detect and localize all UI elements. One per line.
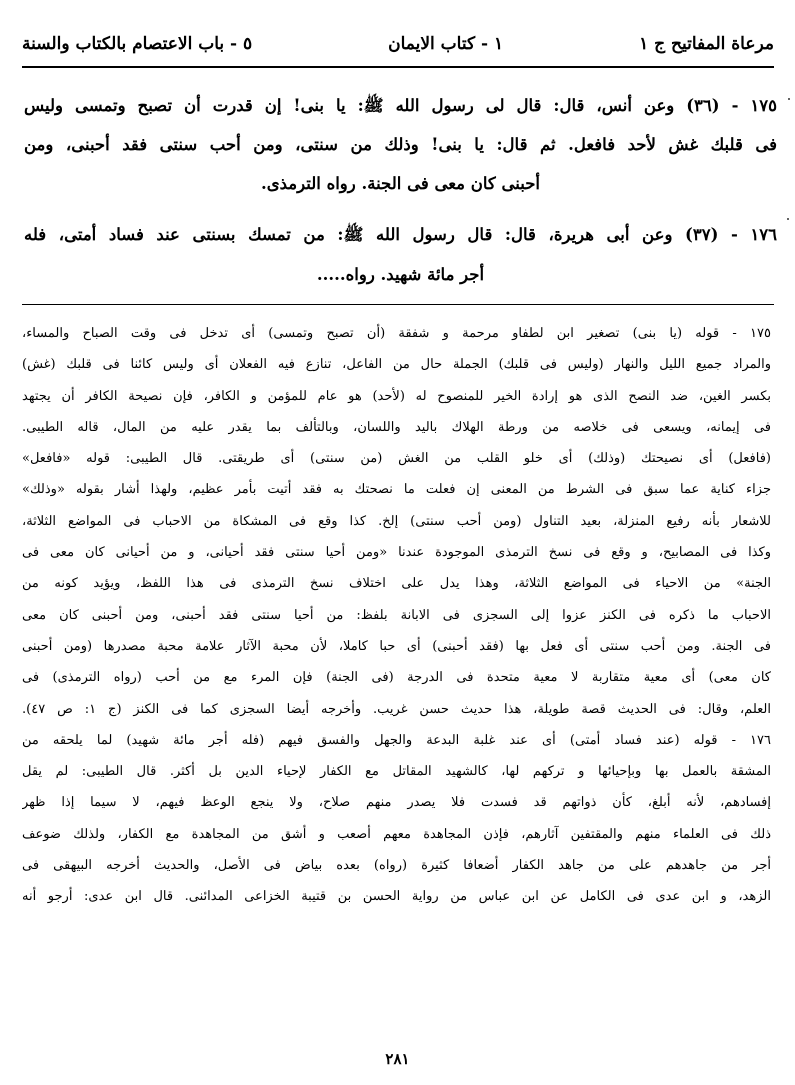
commentary-line: ١٧٦ - قوله (عند فساد أمتى) أى عند غلبة البدعة والجهل والفسق فيهم (فله أجر مائة شهيد) لما يلحقه من: [22, 732, 771, 748]
hadith-line: أحبنى كان معى فى الجنة. رواه الترمذى.: [260, 174, 540, 193]
commentary-line: الجنة» من الاحياء فى المواضع الثلاثة، وهذا يدل على اختلاف نسخ الترمذى فى هذا اللفظ، ويؤيد كونه من: [22, 576, 771, 592]
text-commentary-divider: [22, 304, 774, 305]
header-section-title: ٥ - باب الاعتصام بالكتاب والسنة: [22, 34, 253, 54]
commentary-line: والمراد جميع الليل والنهار (وليس فى قلبك) الجملة حال من الفاعل، تنازع فيه الفعلان أى وليس كائنا فى قلبك (غش): [22, 357, 771, 373]
commentary-line: (فافعل) أى نصيحتك (وذلك) أى خلو القلب من الغش (من سنتى) أى طريقتى. قال الطيبى: قوله «فافعل»: [22, 451, 771, 467]
running-header: [22, 24, 774, 64]
hadith-175-text: [24, 86, 777, 203]
commentary-line: إفسادهم، لأنه أبلغ، كأن ذواتهم قد فسدت فلا يصدر منهم صلاح، ولا ينجع الوعظ فيهم، لا سيما إذا ظهر: [22, 795, 771, 811]
hadith-line: أجر مائة شهيد. رواه.....: [316, 265, 485, 284]
commentary-line: أجر من جاهدهم على من جاهد الكفار أضعافا كثيرة (رواه) بعده بياض فى الأصل، والحديث أخرجه البيهقى فى: [22, 858, 771, 874]
commentary-line: الزهد، و ابن عدى فى الكامل عن ابن عباس من رواية الحسن بن قتيبة الخزاعى المدائنى. قال ابن عدى: أرجو أنه: [22, 889, 771, 905]
commentary-line: ١٧٥ - قوله (يا بنى) تصغير ابن لطفاو مرحمة و شفقة (أن تصبح وتمسى) أى تدخل فى وقت الصباح والمساء،: [22, 326, 771, 341]
hadith-line: فى قلبك غش لأحد فافعل. ثم قال: يا بنى! وذلك من سنتى، ومن أحب سنتى فقد أحبنى، ومن: [24, 135, 777, 154]
header-chapter-title: ١ - كتاب الايمان: [388, 34, 504, 54]
commentary-body: [22, 318, 771, 913]
scan-speck: [788, 98, 790, 100]
commentary-line: للاشعار بأنه رفيع المنزلة، بعيد التناول (ومن أحب سنتى) إلخ. كذا وقع فى المشكاة من الاحباب فى المواضع الثلاثة،: [22, 513, 771, 529]
commentary-line: كان معى) أى معية متقاربة لا معية متحدة فى الدرجة (فى الجنة) فإن المرء مع من أحب (رواه الترمذى) فى: [22, 670, 771, 686]
commentary-line: المشقة بالعمل بها وبإحيائها و تركهم لها، كالشهيد المقاتل مع الكفار لإحياء الدين بل أكثر. قال الطيبى: لم يقل: [22, 764, 771, 780]
commentary-line: العلم، وقال: فى الحديث قصة طويلة، هذا حديث حسن غريب. وأخرجه أيضا السجزى كما فى الكنز (ج ١: ص ٤٧).: [22, 701, 771, 717]
commentary-line: الاحباب ما ذكره فى الكنز عزوا إلى السجزى فى الابانة بلفظ: من أحيا سنتى فقد أحبنى، ومن أحبنى كان معى: [22, 607, 771, 623]
commentary-line: فى إيمانه، ويسعى فى خلاصه من ورطة الهلاك باليد واللسان، وبالتألف بما يقدر عليه من المال، قاله الطيبى.: [22, 419, 771, 435]
hadith-line: ١٧٥ - (٣٦) وعن أنس، قال: قال لى رسول الله ﷺ: يا بنى! إن قدرت أن تصبح وتمسى وليس: [24, 96, 777, 115]
scan-speck: [787, 218, 789, 220]
header-book-title: مرعاة المفاتيح ج ١: [639, 34, 774, 54]
commentary-line: وكذا فى المصابيح، و وقع فى نسخ الترمذى الموجودة عندنا «ومن أحيا سنتى فقد أحيانى، و من أحيانى كان معى فى: [22, 545, 771, 561]
page-number: ٢٨١: [385, 1050, 410, 1068]
hadith-176-text: [24, 215, 777, 295]
header-divider: [22, 66, 774, 68]
commentary-line: ذلك فى العلماء منهم والمقتفين آثارهم، فإذن المجاهدة معهم أصعب و أشق من المجاهدة مع الكفار، ولذلك ضوعف: [22, 826, 771, 842]
commentary-line: جزاء كناية عما سبق فى الشرط من المعنى إن فعلت ما نصحتك به فقد أتيت بأمر عظيم، ولهذا أشار بقوله «وذلك»: [22, 482, 771, 498]
hadith-line: ١٧٦ - (٣٧) وعن أبى هريرة، قال: قال رسول الله ﷺ: من تمسك بسنتى عند فساد أمتى، فله: [24, 225, 777, 244]
commentary-line: فى الجنة. ومن أحب سنتى أى فعل بها (فقد أحبنى) أى حبا كاملا، لأن محبة الآثار علامة محبة مصدرها (ومن أحبنى: [22, 638, 771, 654]
commentary-line: بكسر الغين، ضد النصح الذى هو إرادة الخير للمنصوح له (لأحد) هو عام للمؤمن و الكافر، فإن نصيحة الكافر أن يجتهد: [22, 388, 771, 404]
